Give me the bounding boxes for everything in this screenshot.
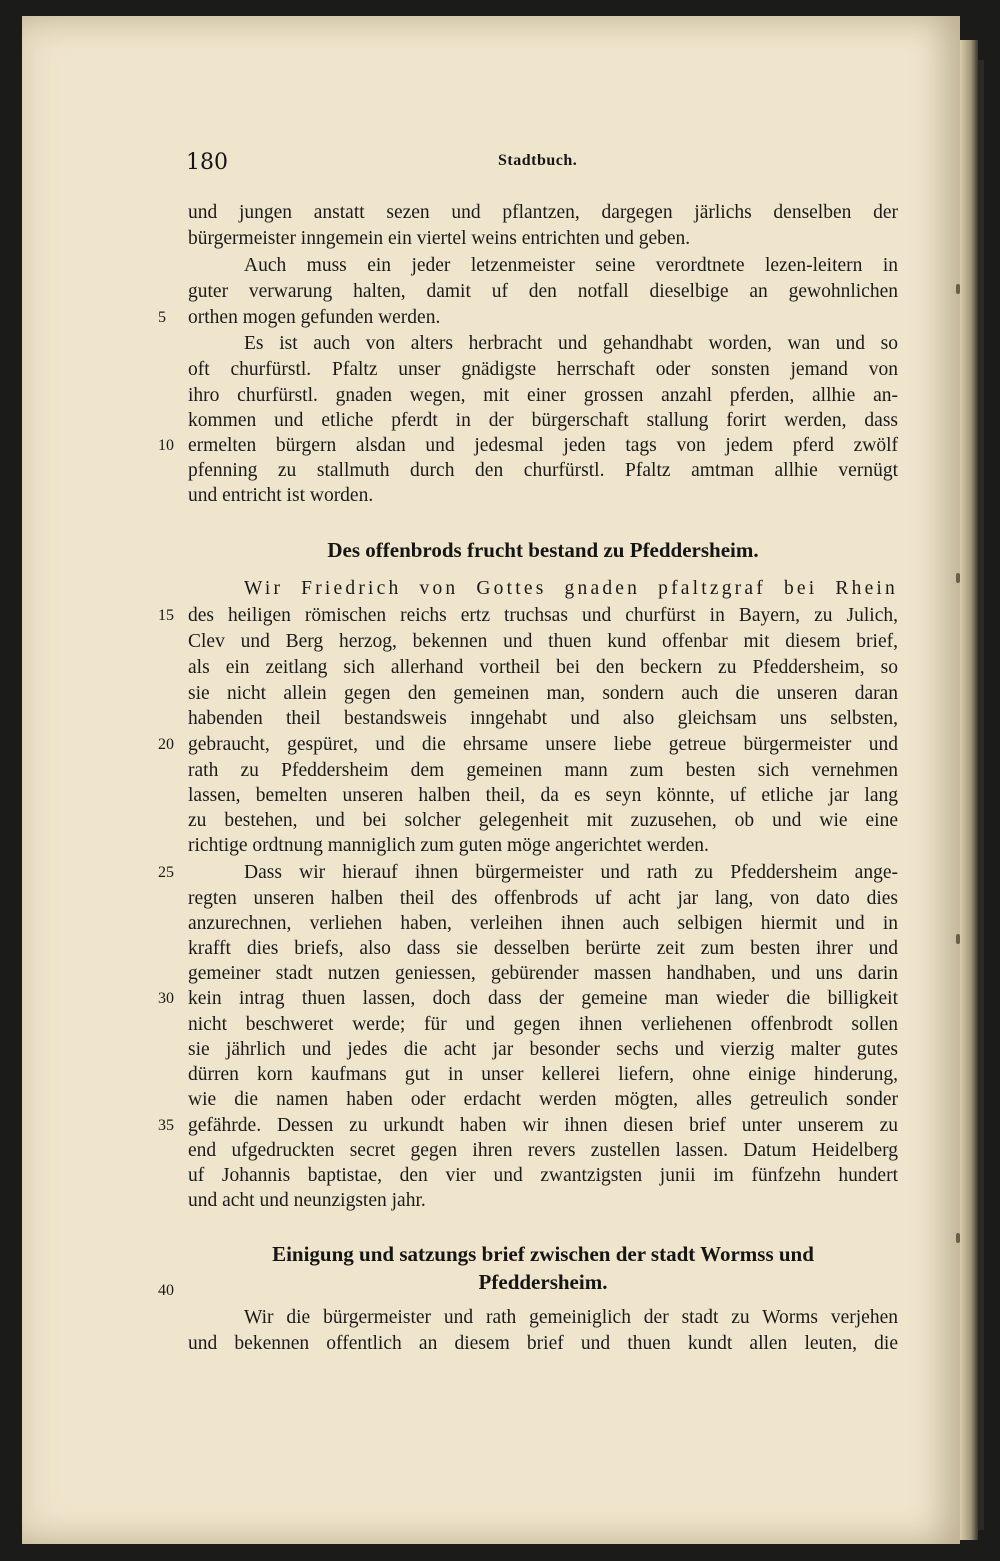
text-line: kommen und etliche pferdt in der bürgerschaft stallung forirt werden, dass (188, 410, 898, 431)
text-line: krafft dies briefs, also dass sie desselben berürte zeit zum besten ihrer und (188, 938, 898, 959)
line-number: 40 (158, 1282, 174, 1299)
text-line: richtige ordtnung manniglich zum guten möge angerichtet werden. (188, 835, 709, 856)
margin-mark (956, 934, 960, 944)
running-title: Stadtbuch. (498, 152, 578, 169)
line-number: 35 (158, 1117, 174, 1134)
line-number: 30 (158, 990, 174, 1007)
text-line: anzurechnen, verliehen haben, verleihen ihnen auch selbigen hiermit und in (188, 913, 898, 934)
text-line: lassen, bemelten unseren halben theil, da es seyn könnte, uf etliche jar lang (188, 785, 898, 806)
text-line: bürgermeister inngemein ein viertel weins entrichten und geben. (188, 228, 691, 249)
text-line: ermelten bürgern alsdan und jedesmal jeden tags von jedem pferd zwölf (188, 435, 898, 456)
text-line: rath zu Pfeddersheim dem gemeinen mann zum besten sich vernehmen (188, 760, 898, 781)
text-line: Dass wir hierauf ihnen bürgermeister und rath zu Pfeddersheim ange- (244, 862, 898, 883)
section-heading: Des offenbrods frucht bestand zu Pfeddersheim. (327, 538, 759, 562)
book-spine-shadow (978, 60, 984, 1530)
margin-mark (956, 1233, 960, 1243)
text-line: wie die namen haben oder erdacht werden mögten, alles getreulich sonder (188, 1089, 898, 1110)
line-number: 25 (158, 864, 174, 881)
section-heading-cont: Pfeddersheim. (478, 1270, 608, 1294)
text-line: habenden theil bestandsweis inngehabt und also gleichsam uns selbsten, (188, 708, 898, 729)
text-line: gemeiner stadt nutzen geniessen, gebürender massen handhaben, und uns darin (188, 963, 898, 984)
text-line: ihro churfürstl. gnaden wegen, mit einer grossen anzahl pferden, allhie an- (188, 385, 898, 406)
text-line: oft churfürstl. Pfaltz unser gnädigste herrschaft oder sonsten jemand von (188, 359, 898, 380)
text-line: regten unseren halben theil des offenbrods uf acht jar lang, von dato dies (188, 888, 898, 909)
text-line: als ein zeitlang sich allerhand vortheil bei den beckern zu Pfeddersheim, so (188, 657, 898, 678)
text-line: uf Johannis baptistae, den vier und zwantzigsten junii im fünfzehn hundert (188, 1165, 898, 1186)
line-number: 10 (158, 437, 174, 454)
text-line: und entricht ist worden. (188, 485, 374, 506)
section-heading: Einigung und satzungs brief zwischen der stadt Wormss und (272, 1242, 814, 1266)
text-line: und bekennen offentlich an diesem brief und thuen kundt allen leuten, die (188, 1333, 898, 1354)
text-line: gefährde. Dessen zu urkundt haben wir ihnen diesen brief unter unserem zu (188, 1115, 898, 1136)
text-line: sie jährlich und jedes die acht jar besonder sechs und vierzig malter gutes (188, 1039, 898, 1060)
text-line: des heiligen römischen reichs ertz truchsas und churfürst in Bayern, zu Julich, (188, 605, 898, 626)
text-line: zu bestehen, und bei solcher gelegenheit mit zuzusehen, ob und wie eine (188, 810, 898, 831)
line-number: 5 (158, 309, 166, 326)
page-edge (960, 40, 978, 1540)
text-line: end ufgedruckten secret gegen ihren revers zustellen lassen. Datum Heidelberg (188, 1140, 898, 1161)
text-line: dürren korn kaufmans gut in unser kellerei liefern, ohne einige hinderung, (188, 1064, 898, 1085)
text-line: nicht beschweret werde; für und gegen ihnen verliehenen offenbrodt sollen (188, 1014, 898, 1035)
page-number: 180 (186, 150, 228, 175)
margin-mark (956, 573, 960, 583)
page-header (0, 150, 1000, 180)
margin-mark (956, 284, 960, 294)
text-line: pfenning zu stallmuth durch den churfürstl. Pfaltz amtman allhie vernügt (188, 460, 898, 481)
text-line: guter verwarung halten, damit uf den notfall dieselbige an gewohnlichen (188, 281, 898, 302)
line-number: 15 (158, 607, 174, 624)
text-line: Wir die bürgermeister und rath gemeiniglich der stadt zu Worms verjehen (244, 1307, 898, 1328)
text-line: Wir Friedrich von Gottes gnaden pfaltzgraf bei Rhein (244, 578, 898, 599)
text-line: und acht und neunzigsten jahr. (188, 1190, 426, 1211)
text-line: kein intrag thuen lassen, doch dass der gemeine man wieder die billigkeit (188, 988, 898, 1009)
text-line: orthen mogen gefunden werden. (188, 307, 441, 328)
text-line: Clev und Berg herzog, bekennen und thuen kund offenbar mit diesem brief, (188, 631, 898, 652)
text-line: sie nicht allein gegen den gemeinen man, sondern auch die unseren daran (188, 683, 898, 704)
text-line: Auch muss ein jeder letzenmeister seine verordtnete lezen-leitern in (244, 255, 898, 276)
text-line: Es ist auch von alters herbracht und gehandhabt worden, wan und so (244, 333, 898, 354)
text-line: und jungen anstatt sezen und pflantzen, dargegen järlichs denselben der (188, 202, 898, 223)
line-number: 20 (158, 736, 174, 753)
text-line: gebraucht, gespüret, und die ehrsame unsere liebe getreue bürgermeister und (188, 734, 898, 755)
